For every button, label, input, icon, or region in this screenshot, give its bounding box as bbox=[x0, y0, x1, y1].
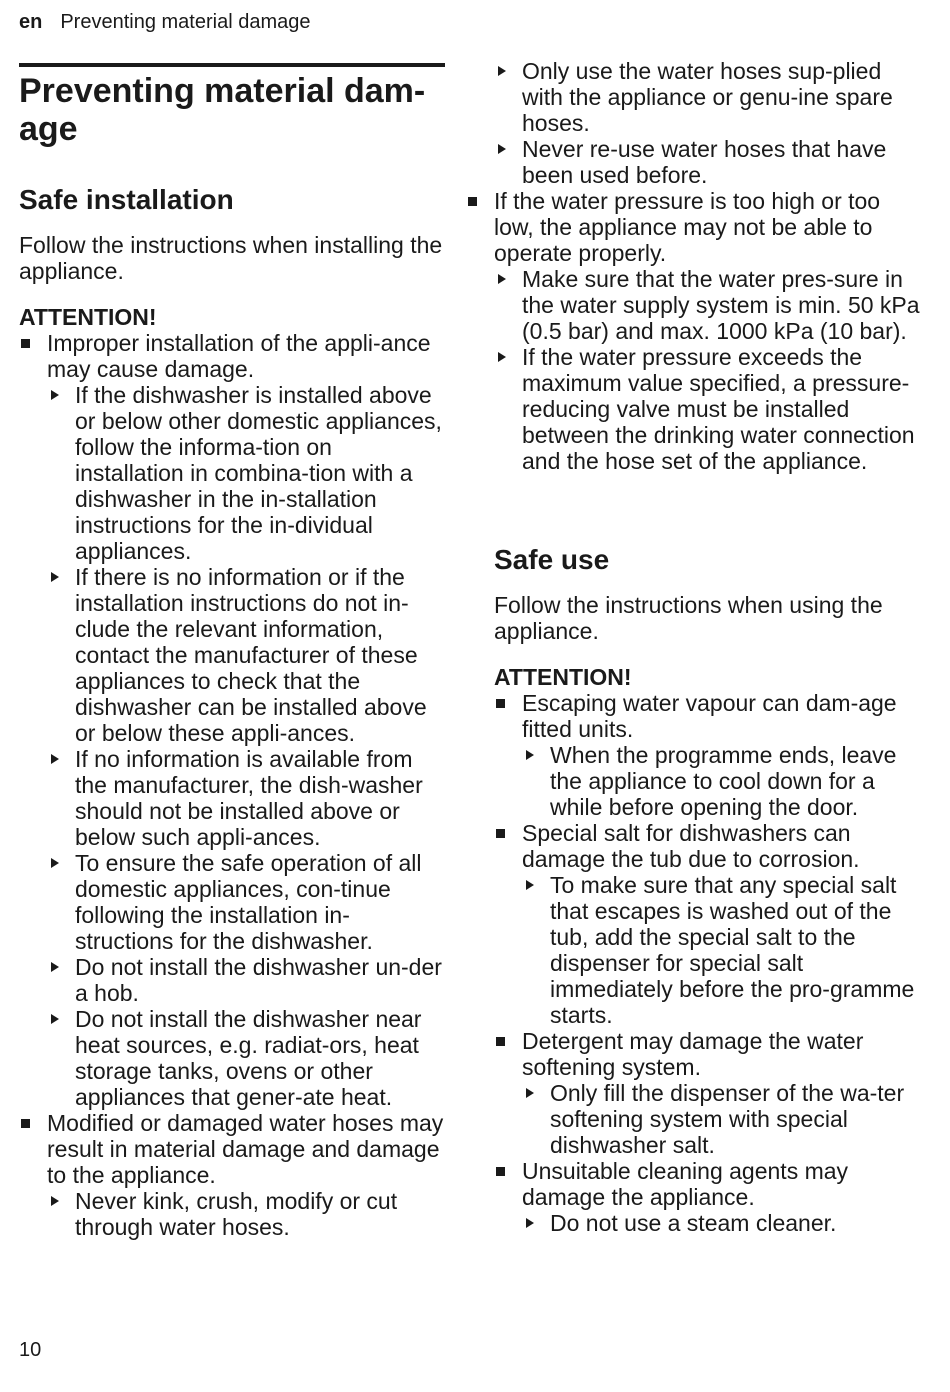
list-item: Escaping water vapour can dam-age fitted units. bbox=[494, 690, 926, 742]
list-item: If there is no information or if the installation instructions do not in-clude the relevant information, contact the manufacturer of these appliances to check that the dishwasher can be installed above or below these appli-ances. bbox=[19, 564, 445, 746]
page-header bbox=[19, 10, 310, 34]
list-item: Detergent may damage the water softening system. bbox=[494, 1028, 926, 1080]
list-item: To make sure that any special salt that escapes is washed out of the tub, add the special salt to the dispenser for special salt immediately before the pro-gramme starts. bbox=[494, 872, 926, 1028]
section-title-safe-installation: Safe installation bbox=[19, 184, 234, 215]
left-list bbox=[19, 330, 445, 1240]
list-item: When the programme ends, leave the appliance to cool down for a while before opening the door. bbox=[494, 742, 926, 820]
list-item: If the water pressure is too high or too low, the appliance may not be able to operate properly. bbox=[466, 188, 926, 266]
list-item: Improper installation of the appli-ance may cause damage. bbox=[19, 330, 445, 382]
list-item: To ensure the safe operation of all domestic appliances, con-tinue following the installation in-structions for the dishwasher. bbox=[19, 850, 445, 954]
list-item: Make sure that the water pres-sure in the water supply system is min. 50 kPa (0.5 bar) and max. 1000 kPa (10 bar). bbox=[466, 266, 926, 344]
list-item: Never kink, crush, modify or cut through water hoses. bbox=[19, 1188, 445, 1240]
list-item: Unsuitable cleaning agents may damage the appliance. bbox=[494, 1158, 926, 1210]
right-list-top bbox=[466, 58, 926, 474]
attention-label: ATTENTION! bbox=[19, 304, 157, 330]
page-number: 10 bbox=[19, 1339, 42, 1361]
list-item: Do not install the dishwasher un-der a hob. bbox=[19, 954, 445, 1006]
list-item: Modified or damaged water hoses may result in material damage and damage to the appliance. bbox=[19, 1110, 445, 1188]
page-title: Preventing material dam- age bbox=[19, 72, 426, 148]
language-code: en bbox=[19, 11, 43, 33]
list-item: Never re-use water hoses that have been used before. bbox=[466, 136, 926, 188]
right-list-bottom bbox=[494, 690, 926, 1236]
title-rule bbox=[19, 63, 445, 67]
header-title: Preventing material damage bbox=[60, 11, 311, 33]
section-title-safe-use: Safe use bbox=[494, 544, 610, 575]
intro-paragraph: Follow the instructions when installing the appliance. bbox=[19, 232, 443, 284]
list-item: Special salt for dishwashers can damage the tub due to corrosion. bbox=[494, 820, 926, 872]
list-item: Only fill the dispenser of the wa-ter softening system with special dishwasher salt. bbox=[494, 1080, 926, 1158]
list-item: If the water pressure exceeds the maximum value specified, a pressure-reducing valve must be installed between the drinking water connection and the hose set of the appliance. bbox=[466, 344, 926, 474]
intro-paragraph: Follow the instructions when using the appliance. bbox=[494, 592, 883, 644]
list-item: Do not install the dishwasher near heat sources, e.g. radiat-ors, heat storage tanks, ovens or other appliances that gener-ate heat. bbox=[19, 1006, 445, 1110]
list-item: If no information is available from the manufacturer, the dish-washer should not be installed above or below such appli-ances. bbox=[19, 746, 445, 850]
list-item: Do not use a steam cleaner. bbox=[494, 1210, 926, 1236]
attention-label: ATTENTION! bbox=[494, 664, 632, 690]
list-item: If the dishwasher is installed above or below other domestic appliances, follow the informa-tion on installation in combina-tion with a dishwasher in the in-stallation instructions for the in-dividual appliances. bbox=[19, 382, 445, 564]
list-item: Only use the water hoses sup-plied with the appliance or genu-ine spare hoses. bbox=[466, 58, 926, 136]
